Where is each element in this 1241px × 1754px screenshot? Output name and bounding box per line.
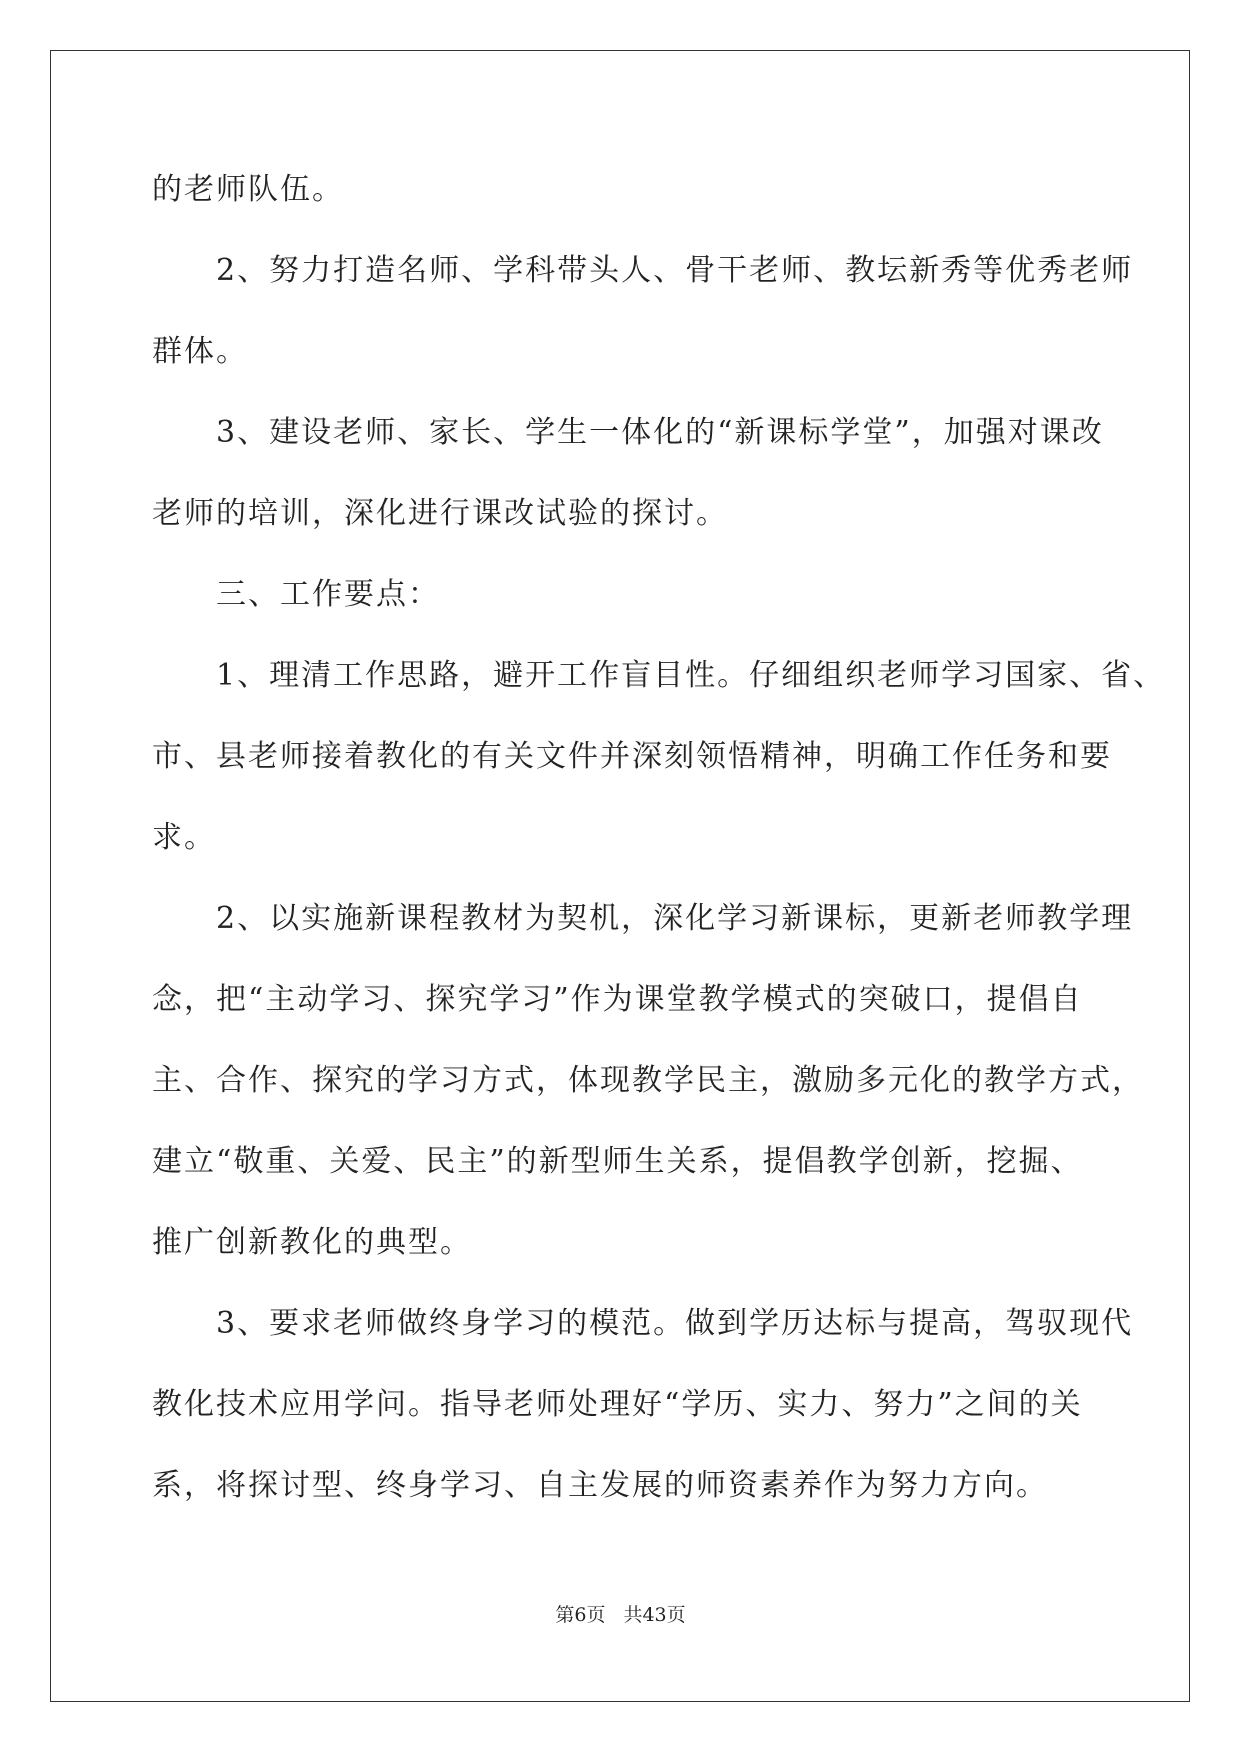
page-footer: [0, 1600, 1241, 1627]
text-line-10: 2、以实施新课程教材为契机，深化学习新课标，更新老师教学理: [152, 901, 1134, 936]
text-line-17: 系，将探讨型、终身学习、自主发展的师资素养作为努力方向。: [152, 1468, 1048, 1503]
text-line-6: 三、工作要点：: [152, 577, 440, 612]
page-number: 第6页: [555, 1604, 606, 1626]
text-line-11: 念，把“主动学习、探究学习”作为课堂教学模式的突破口，提倡自: [152, 982, 1083, 1017]
text-line-12: 主、合作、探究的学习方式，体现教学民主，激励多元化的教学方式，: [152, 1063, 1144, 1098]
text-line-8: 市、县老师接着教化的有关文件并深刻领悟精神，明确工作任务和要: [152, 739, 1112, 774]
text-line-14: 推广创新教化的典型。: [152, 1225, 472, 1260]
text-line-15: 3、要求老师做终身学习的模范。做到学历达标与提高，驾驭现代: [152, 1306, 1134, 1341]
text-line-1: 的老师队伍。: [152, 172, 344, 207]
text-line-7: 1、理清工作思路，避开工作盲目性。仔细组织老师学习国家、省、: [152, 658, 1166, 693]
text-line-2: 2、努力打造名师、学科带头人、骨干老师、教坛新秀等优秀老师: [152, 253, 1134, 288]
text-line-16: 教化技术应用学问。指导老师处理好“学历、实力、努力”之间的关: [152, 1387, 1083, 1422]
text-line-9: 求。: [152, 820, 216, 855]
document-body: [152, 149, 1166, 1526]
text-line-5: 老师的培训，深化进行课改试验的探讨。: [152, 496, 728, 531]
text-line-13: 建立“敬重、关爱、民主”的新型师生关系，提倡教学创新，挖掘、: [152, 1144, 1083, 1179]
text-line-3: 群体。: [152, 334, 248, 369]
page-total: 共43页: [623, 1604, 686, 1626]
text-line-4: 3、建设老师、家长、学生一体化的“新课标学堂”，加强对课改: [152, 415, 1104, 450]
